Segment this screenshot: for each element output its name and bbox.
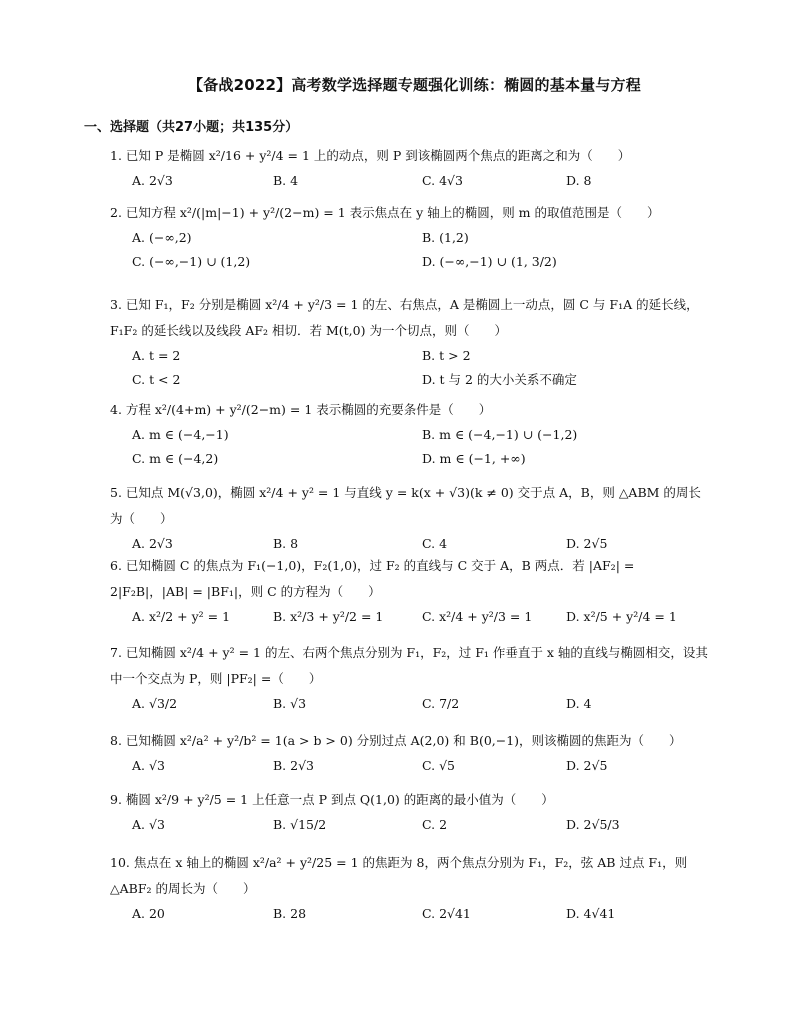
question-stem: 5. 已知点 M(√3,0)，椭圆 x²/4 + y² = 1 与直线 y = k(x + √3)(k ≠ 0) 交于点 A，B，则 △ABM 的周长为（ ） xyxy=(110,485,701,526)
question-stem: 10. 焦点在 x 轴上的椭圆 x²/a² + y²/25 = 1 的焦距为 8，两个焦点分别为 F₁，F₂，弦 AB 过点 F₁，则 △ABF₂ 的周长为（ ） xyxy=(110,855,688,896)
option-a: A. t = 2 xyxy=(132,348,181,363)
question-stem: 7. 已知椭圆 x²/4 + y² = 1 的左、右两个焦点分别为 F₁，F₂，过 F₁ 作垂直于 x 轴的直线与椭圆相交，设其中一个交点为 P，则 |PF₂| =（ ） xyxy=(110,645,708,686)
page-title: 【备战2022】高考数学选择题专题强化训练：椭圆的基本量与方程 xyxy=(188,76,641,94)
option-d: D. 2√5/3 xyxy=(566,817,620,832)
option-b: B. 28 xyxy=(273,906,307,921)
question-7 xyxy=(110,640,712,716)
option-c: C. x²/4 + y²/3 = 1 xyxy=(422,609,533,624)
question-stem: 8. 已知椭圆 x²/a² + y²/b² = 1(a > b > 0) 分别过点 A(2,0) 和 B(0,−1)，则该椭圆的焦距为（ ） xyxy=(110,733,682,748)
option-c: C. √5 xyxy=(422,758,455,773)
option-a: A. √3 xyxy=(132,817,165,832)
question-stem: 2. 已知方程 x²/(|m|−1) + y²/(2−m) = 1 表示焦点在 y 轴上的椭圆，则 m 的取值范围是（ ） xyxy=(110,205,660,220)
option-b: B. √3 xyxy=(273,696,307,711)
question-5 xyxy=(110,480,712,556)
question-8 xyxy=(110,728,712,778)
question-6 xyxy=(110,553,712,629)
question-stem: 4. 方程 x²/(4+m) + y²/(2−m) = 1 表示椭圆的充要条件是（ ） xyxy=(110,402,492,417)
option-a: A. 2√3 xyxy=(132,536,173,551)
option-d: D. 2√5 xyxy=(566,536,608,551)
question-2 xyxy=(110,200,712,274)
option-b: B. m ∈ (−4,−1) ∪ (−1,2) xyxy=(422,427,578,442)
option-a: A. x²/2 + y² = 1 xyxy=(132,609,231,624)
option-b: B. (1,2) xyxy=(422,230,469,245)
question-stem: 1. 已知 P 是椭圆 x²/16 + y²/4 = 1 上的动点，则 P 到该椭圆两个焦点的距离之和为（ ） xyxy=(110,148,631,163)
option-a: A. 2√3 xyxy=(132,173,173,188)
option-a: A. √3/2 xyxy=(132,696,178,711)
question-1 xyxy=(110,143,712,193)
option-c: C. 4 xyxy=(422,536,448,551)
option-c: C. 4√3 xyxy=(422,173,463,188)
option-d: D. 4√41 xyxy=(566,906,616,921)
option-d: D. x²/5 + y²/4 = 1 xyxy=(566,609,677,624)
option-c: C. m ∈ (−4,2) xyxy=(132,451,219,466)
option-b: B. 2√3 xyxy=(273,758,315,773)
option-c: C. 2√41 xyxy=(422,906,471,921)
option-a: A. √3 xyxy=(132,758,165,773)
option-c: C. 7/2 xyxy=(422,696,460,711)
option-c: C. t < 2 xyxy=(132,372,181,387)
option-d: D. t 与 2 的大小关系不确定 xyxy=(422,372,577,387)
option-a: A. (−∞,2) xyxy=(132,230,192,245)
option-b: B. √15/2 xyxy=(273,817,327,832)
question-stem: 3. 已知 F₁，F₂ 分别是椭圆 x²/4 + y²/3 = 1 的左、右焦点，A 是椭圆上一动点，圆 C 与 F₁A 的延长线，F₁F₂ 的延长线以及线段 AF₂ 相切．若 M(t,0) 为一个切点，则（ ） xyxy=(110,297,699,338)
option-b: B. t > 2 xyxy=(422,348,471,363)
question-9 xyxy=(110,787,712,837)
option-d: D. 2√5 xyxy=(566,758,608,773)
question-10 xyxy=(110,850,712,926)
option-d: D. 8 xyxy=(566,173,592,188)
option-a: A. 20 xyxy=(132,906,165,921)
option-c: C. (−∞,−1) ∪ (1,2) xyxy=(132,254,251,269)
question-3 xyxy=(110,292,712,392)
question-stem: 9. 椭圆 x²/9 + y²/5 = 1 上任意一点 P 到点 Q(1,0) 的距离的最小值为（ ） xyxy=(110,792,554,807)
option-d: D. 4 xyxy=(566,696,592,711)
option-b: B. 8 xyxy=(273,536,299,551)
option-c: C. 2 xyxy=(422,817,448,832)
option-d: D. (−∞,−1) ∪ (1, 3/2) xyxy=(422,254,557,269)
question-4 xyxy=(110,397,712,471)
option-d: D. m ∈ (−1, +∞) xyxy=(422,451,526,466)
option-b: B. 4 xyxy=(273,173,299,188)
option-a: A. m ∈ (−4,−1) xyxy=(132,427,229,442)
section-header: 一、选择题（共27小题；共135分） xyxy=(84,120,299,135)
option-b: B. x²/3 + y²/2 = 1 xyxy=(273,609,384,624)
question-stem: 6. 已知椭圆 C 的焦点为 F₁(−1,0)，F₂(1,0)，过 F₂ 的直线与 C 交于 A，B 两点．若 |AF₂| = 2|F₂B|，|AB| = |BF₁|，则 C 的方程为（ ） xyxy=(110,558,635,599)
